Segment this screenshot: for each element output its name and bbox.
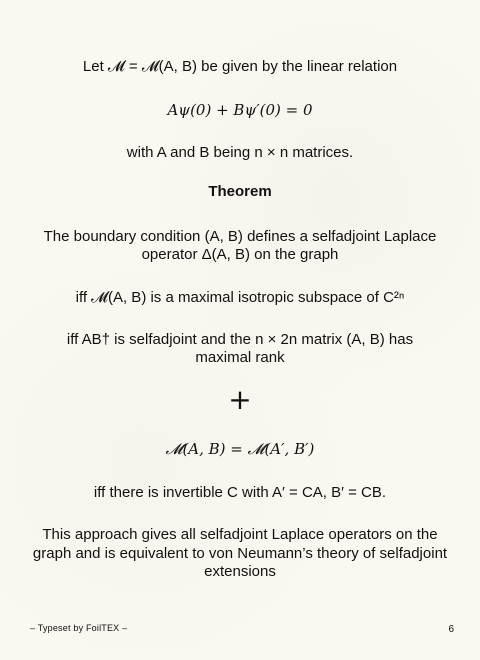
- matrix-size-line: with A and B being n × n matrices.: [126, 144, 354, 161]
- iff-selfadjoint-line: iff AB† is selfadjoint and the n × 2n matrix (A, B) has: [66, 331, 414, 348]
- footer-typeset-label: – Typeset by FoilTEX –: [30, 623, 128, 633]
- iff-isotropic-line: iff 𝓜(A, B) is a maximal isotropic subspace of C²ⁿ: [75, 289, 405, 306]
- approach-line-3: extensions: [204, 563, 276, 580]
- approach-line-2: graph and is equivalent to von Neumann’s theory of selfadjoint: [32, 545, 448, 562]
- page-number: 6: [448, 624, 454, 635]
- equivalence-equation: 𝓜(A, B) = 𝓜(A′, B′): [165, 440, 315, 458]
- boundary-condition-line: The boundary condition (A, B) defines a selfadjoint Laplace: [43, 228, 437, 245]
- invertible-c-line: iff there is invertible C with A′ = CA, B′ = CB.: [93, 484, 387, 501]
- approach-line-1: This approach gives all selfadjoint Laplace operators on the: [42, 526, 438, 543]
- linear-relation-equation: Aψ(0) + Bψ′(0) = 0: [167, 101, 313, 119]
- intro-line: Let 𝓜 = 𝓜(A, B) be given by the linear relation: [82, 58, 398, 75]
- plus-symbol: +: [228, 383, 252, 416]
- theorem-title: Theorem: [208, 183, 272, 200]
- operator-line: operator Δ(A, B) on the graph: [141, 246, 339, 263]
- maximal-rank-line: maximal rank: [195, 349, 285, 366]
